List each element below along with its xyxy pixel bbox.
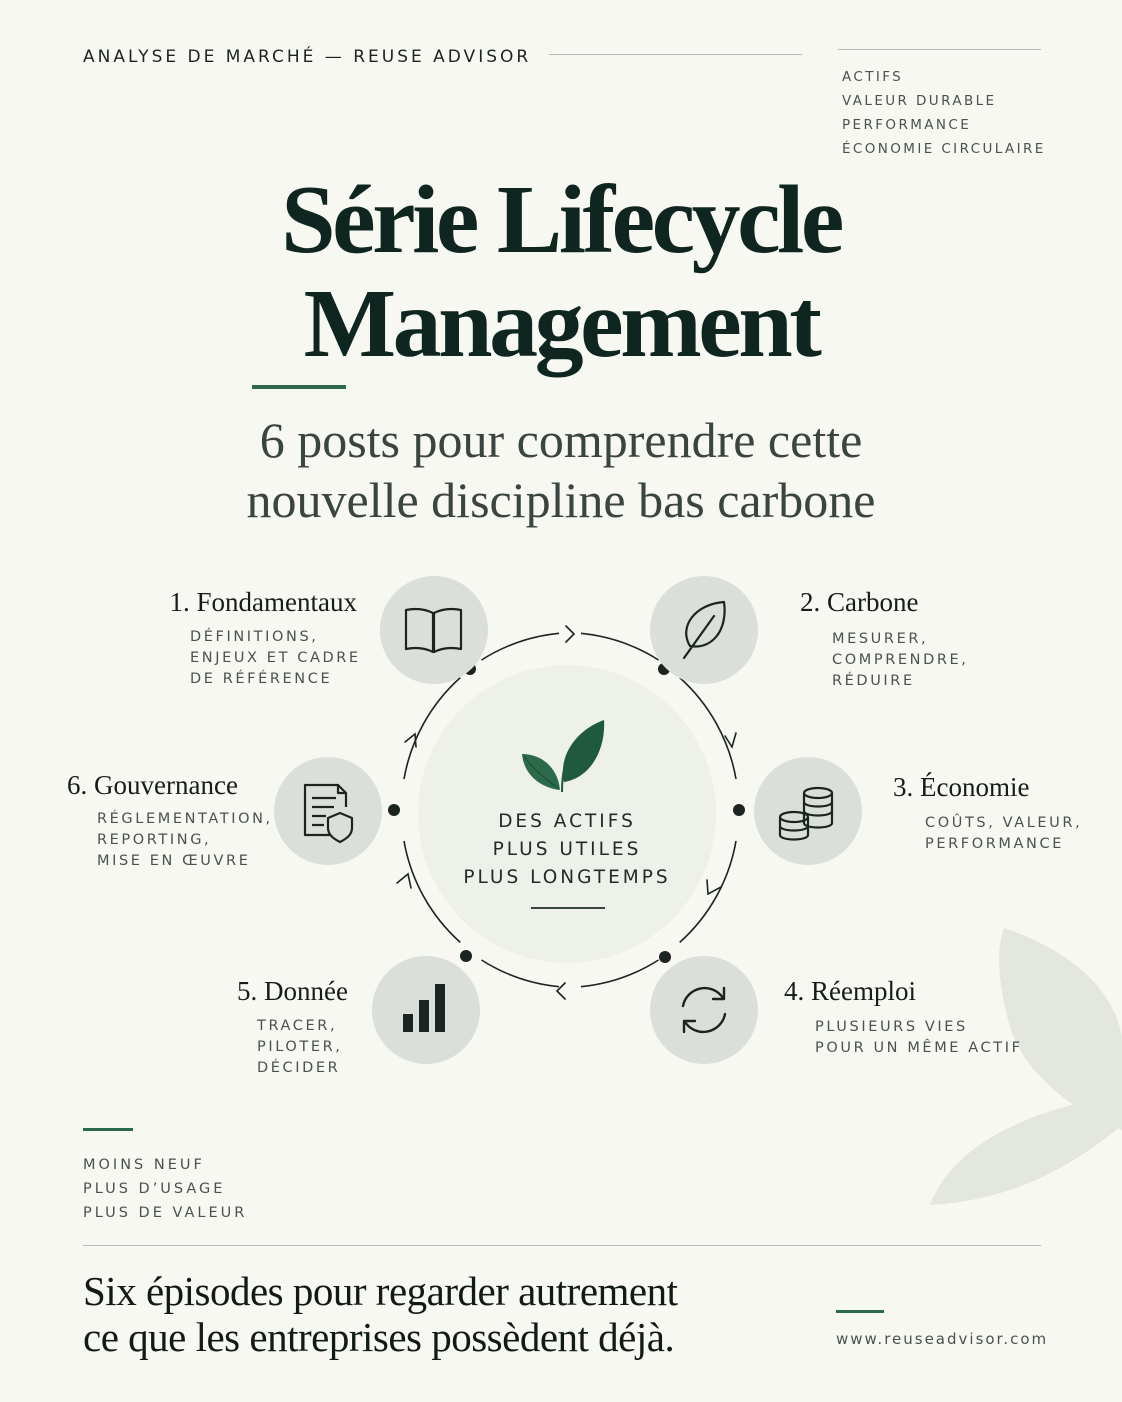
desc-line: MESURER, bbox=[832, 631, 929, 647]
step-6-node bbox=[274, 757, 382, 865]
step-1-desc bbox=[190, 627, 361, 690]
step-2-title: 2. Carbone bbox=[800, 587, 919, 617]
closing-statement bbox=[83, 1268, 678, 1360]
sprout-icon bbox=[518, 716, 606, 796]
motto-line: MOINS NEUF bbox=[83, 1157, 205, 1173]
motto-accent-bar bbox=[83, 1128, 133, 1131]
url-accent-bar bbox=[836, 1310, 884, 1313]
desc-line: PERFORMANCE bbox=[925, 836, 1064, 852]
desc-line: COMPRENDRE, bbox=[832, 652, 969, 668]
background-leaves-decoration bbox=[900, 920, 1122, 1240]
hub-line: PLUS LONGTEMPS bbox=[463, 867, 671, 888]
motto-line: PLUS DE VALEUR bbox=[83, 1205, 248, 1221]
step-4-desc bbox=[815, 1017, 1023, 1059]
desc-line: REPORTING, bbox=[97, 832, 212, 848]
step-3-node bbox=[754, 757, 862, 865]
desc-line: RÉDUIRE bbox=[832, 673, 915, 689]
step-5-node bbox=[372, 956, 480, 1064]
tag-item: ÉCONOMIE CIRCULAIRE bbox=[842, 141, 1046, 157]
title-line: Série Lifecycle bbox=[281, 166, 841, 274]
step-6-desc bbox=[97, 809, 273, 872]
refresh-icon bbox=[650, 956, 758, 1064]
website-link[interactable]: www.reuseadvisor.com bbox=[836, 1330, 1049, 1348]
desc-line: ENJEUX ET CADRE bbox=[190, 650, 361, 666]
step-6-title: 6. Gouvernance bbox=[67, 770, 238, 800]
tag-item: PERFORMANCE bbox=[842, 117, 972, 133]
subtitle-line: 6 posts pour comprendre cette bbox=[259, 412, 863, 468]
desc-line: MISE EN ŒUVRE bbox=[97, 853, 251, 869]
motto-line: PLUS D’USAGE bbox=[83, 1181, 226, 1197]
step-3-desc bbox=[925, 813, 1082, 855]
desc-line: DÉCIDER bbox=[257, 1060, 341, 1076]
desc-line: DE RÉFÉRENCE bbox=[190, 671, 333, 687]
subtitle-line: nouvelle discipline bas carbone bbox=[246, 472, 876, 528]
step-1-node bbox=[380, 576, 488, 684]
step-4-node bbox=[650, 956, 758, 1064]
footer-rule bbox=[83, 1245, 1041, 1246]
tag-item: ACTIFS bbox=[842, 69, 904, 85]
page-title bbox=[0, 168, 1122, 376]
desc-line: PILOTER, bbox=[257, 1039, 343, 1055]
hub-line: PLUS UTILES bbox=[492, 839, 642, 860]
desc-line: DÉFINITIONS, bbox=[190, 629, 319, 645]
title-line: Management bbox=[303, 270, 819, 378]
desc-line: PLUSIEURS VIES bbox=[815, 1019, 968, 1035]
closing-line: ce que les entreprises possèdent déjà. bbox=[83, 1314, 675, 1360]
desc-line: TRACER, bbox=[257, 1018, 338, 1034]
desc-line: POUR UN MÊME ACTIF bbox=[815, 1040, 1023, 1056]
header-kicker: ANALYSE DE MARCHÉ — REUSE ADVISOR bbox=[83, 47, 532, 67]
tag-item: VALEUR DURABLE bbox=[842, 93, 997, 109]
closing-line: Six épisodes pour regarder autrement bbox=[83, 1268, 678, 1314]
header-rule bbox=[549, 54, 802, 55]
desc-line: COÛTS, VALEUR, bbox=[925, 815, 1083, 831]
step-4-title: 4. Réemploi bbox=[784, 976, 916, 1006]
step-5-title: 5. Donnée bbox=[237, 976, 348, 1006]
book-icon bbox=[380, 576, 488, 684]
hub-text bbox=[418, 808, 716, 892]
title-accent-bar bbox=[252, 385, 346, 389]
step-2-node bbox=[650, 576, 758, 684]
motto-list bbox=[83, 1153, 247, 1225]
step-2-desc bbox=[832, 629, 969, 692]
desc-line: RÉGLEMENTATION, bbox=[97, 811, 273, 827]
leaf-icon bbox=[650, 576, 758, 684]
bar-chart-icon bbox=[372, 956, 480, 1064]
step-3-title: 3. Économie bbox=[893, 772, 1030, 802]
step-5-desc bbox=[257, 1016, 343, 1079]
tag-list bbox=[842, 65, 1046, 161]
document-shield-icon bbox=[274, 757, 382, 865]
page-subtitle bbox=[0, 410, 1122, 530]
tags-rule bbox=[838, 49, 1041, 50]
hub-line: DES ACTIFS bbox=[498, 811, 636, 832]
step-1-title: 1. Fondamentaux bbox=[169, 587, 357, 617]
coins-icon bbox=[754, 757, 862, 865]
hub-rule bbox=[531, 907, 605, 909]
